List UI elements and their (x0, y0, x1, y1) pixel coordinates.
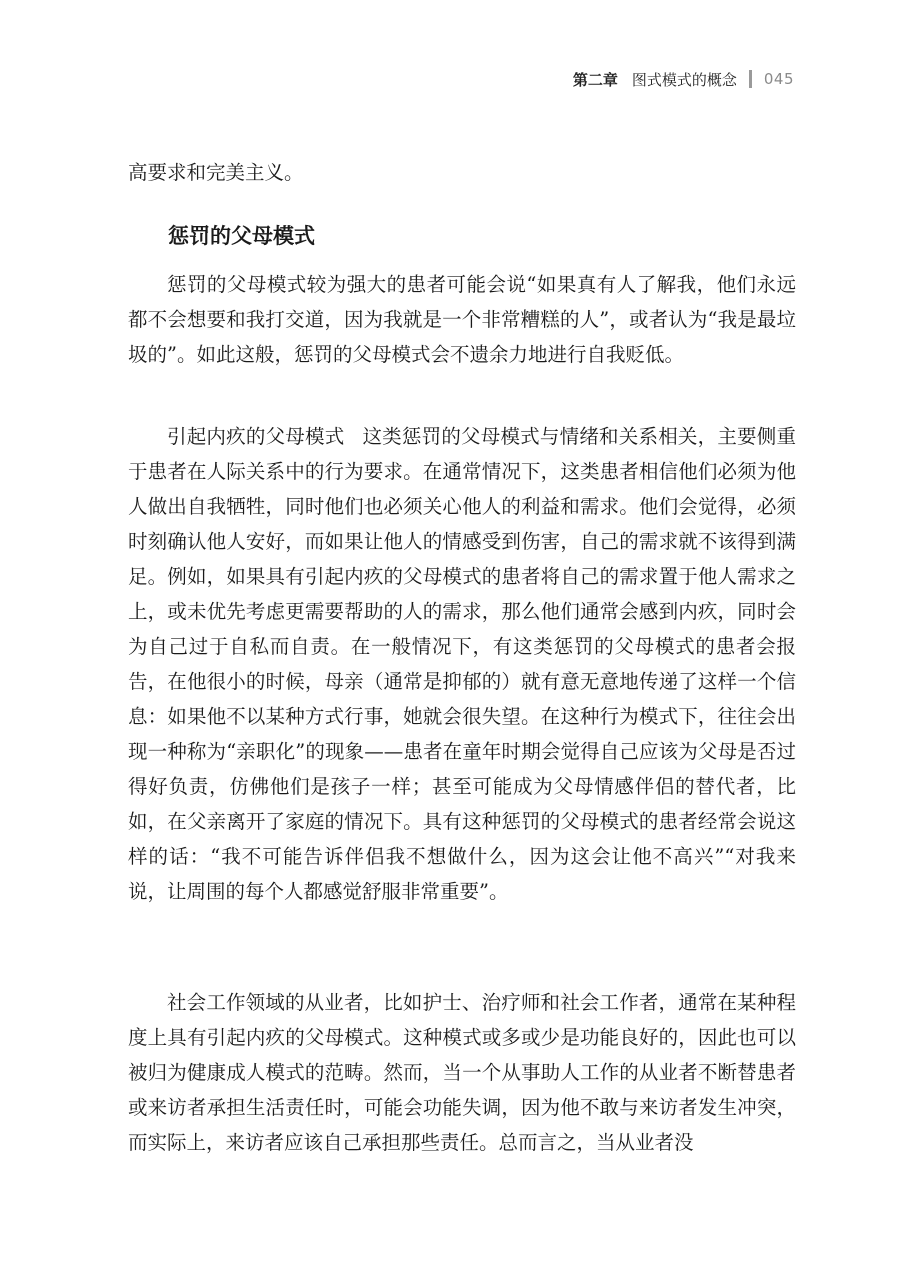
running-header (573, 66, 794, 92)
chapter-label: 第二章 (572, 70, 618, 89)
header-divider (749, 70, 752, 88)
run-in-heading: 引起内疚的父母模式 (167, 425, 345, 448)
paragraph-continuation: 高要求和完美主义。 (128, 161, 304, 184)
page-number: 045 (763, 70, 794, 88)
chapter-title: 图式模式的概念 (631, 70, 737, 89)
paragraph-body: 这类惩罚的父母模式与情绪和关系相关，主要侧重于患者在人际关系中的行为要求。在通常情况下，这类患者相信他们必须为他人做出自我牺牲，同时他们也必须关心他人的利益和需求。他们会觉得，必须时刻确认他人安好，而如果让他人的情感受到伤害，自己的需求就不该得到满足。例如，如果具有引起内疚的父母模式的患者将自己的需求置于他人需求之上，或未优先考虑更需要帮助的人的需求，那么他们通常会感到内疚，同时会为自己过于自私而自责。在一般情况下，有这类惩罚的父母模式的患者会报告，在他很小的时候，母亲（通常是抑郁的）就有意无意地传递了这样一个信息：如果他不以某种方式行事，她就会很失望。在这种行为模式下，往往会出现一种称为“亲职化”的现象——患者在童年时期会觉得自己应该为父母是否过得好负责，仿佛他们是孩子一样；甚至可能成为父母情感伴侣的替代者，比如，在父亲离开了家庭的情况下。具有这种惩罚的父母模式的患者经常会说这样的话：“我不可能告诉伴侣我不想做什么，因为这会让他不高兴”“对我来说，让周围的每个人都感觉舒服非常重要”。 (128, 425, 796, 903)
paragraph-punitive-parent: 惩罚的父母模式较为强大的患者可能会说“如果真有人了解我，他们永远都不会想要和我打交道，因为我就是一个非常糟糕的人”，或者认为“我是最垃圾的”。如此这般，惩罚的父母模式会不遗余力地进行自我贬低。 (128, 273, 796, 366)
paragraph-guilt-inducing-parent (128, 419, 796, 909)
paragraph-social-work: 社会工作领域的从业者，比如护士、治疗师和社会工作者，通常在某种程度上具有引起内疚的父母模式。这种模式或多或少是功能良好的，因此也可以被归为健康成人模式的范畴。然而，当一个从事助人工作的从业者不断替患者或来访者承担生活责任时，可能会功能失调，因为他不敢与来访者发生冲突，而实际上，来访者应该自己承担那些责任。总而言之，当从业者没 (128, 991, 796, 1154)
section-heading: 惩罚的父母模式 (168, 224, 315, 248)
